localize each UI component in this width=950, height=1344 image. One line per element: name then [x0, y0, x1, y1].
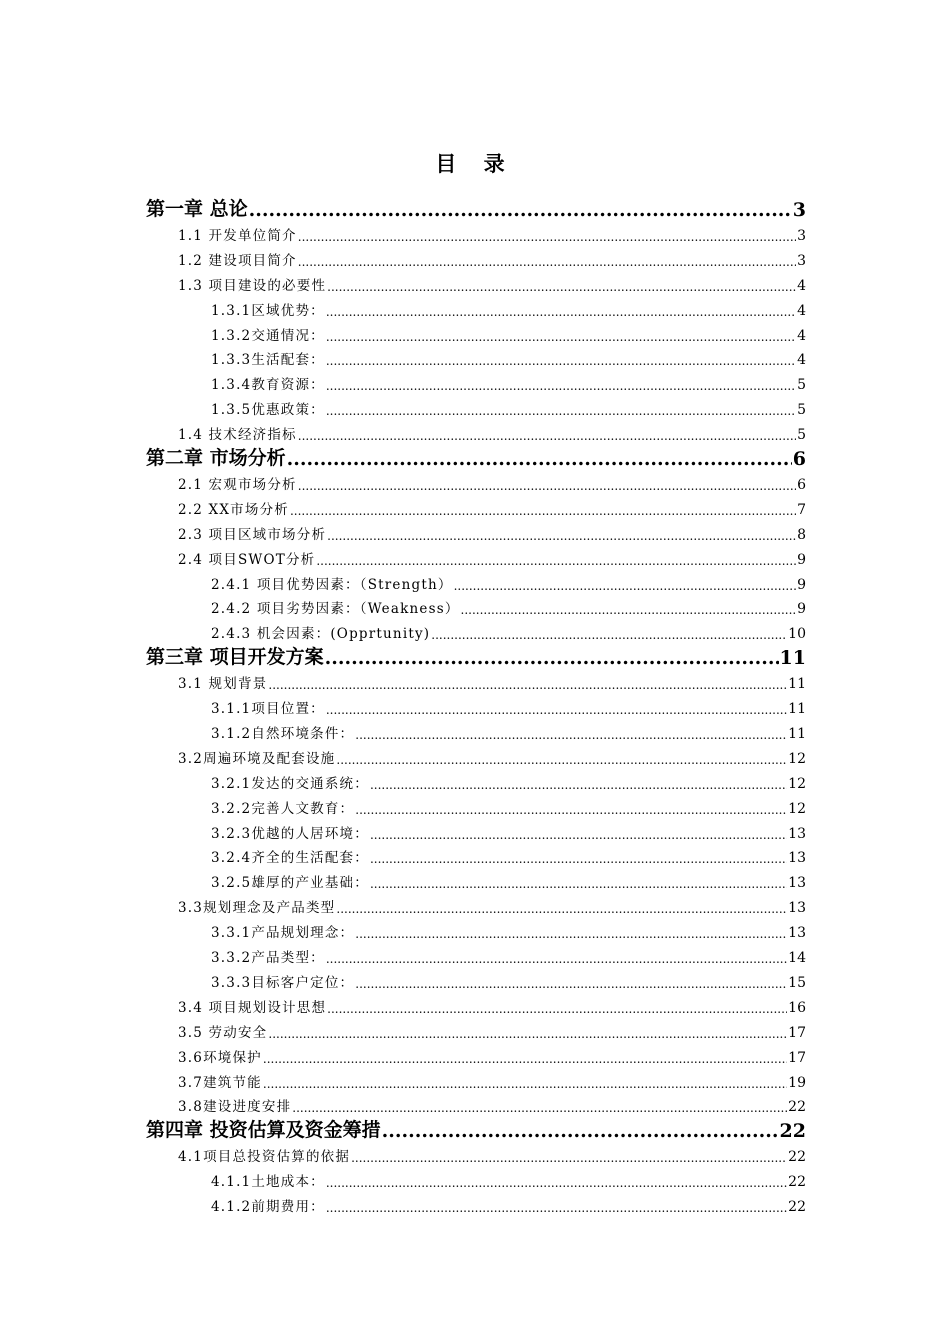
- toc-section-entry[interactable]: [211, 971, 806, 991]
- toc-page-number: 13: [788, 900, 806, 917]
- toc-dot-leader: [382, 1120, 779, 1142]
- toc-entry-label: 2.2 XX市场分析: [178, 501, 289, 518]
- toc-page-number: 3: [797, 252, 806, 269]
- toc-page-number: 14: [788, 950, 806, 966]
- toc-entry-label: 1.4 技术经济指标: [178, 427, 297, 444]
- toc-section-entry[interactable]: [211, 373, 806, 393]
- toc-section-entry[interactable]: [211, 1195, 806, 1215]
- toc-page-number: 9: [797, 601, 806, 618]
- toc-page-number: 4: [797, 302, 806, 319]
- toc-section-entry[interactable]: [178, 548, 806, 568]
- toc-page-number: 11: [788, 676, 806, 693]
- toc-entry-label: 3.8建设进度安排: [178, 1099, 292, 1116]
- toc-section-entry[interactable]: [211, 722, 806, 742]
- toc-entry-label: 3.2.3优越的人居环境：: [211, 825, 369, 842]
- toc-section-entry[interactable]: [178, 1021, 806, 1041]
- toc-section-entry[interactable]: [211, 1170, 806, 1190]
- toc-section-entry[interactable]: [211, 573, 806, 593]
- toc-entry-label: 1.3.3生活配套：: [211, 352, 325, 369]
- toc-entry-label: 2.1 宏观市场分析: [178, 476, 297, 493]
- toc-section-entry[interactable]: [178, 423, 806, 443]
- toc-dot-leader: [287, 448, 792, 470]
- toc-page-number: 8: [797, 526, 806, 543]
- toc-page-number: 9: [797, 551, 806, 568]
- toc-entry-label: 3.1.1项目位置：: [211, 701, 325, 717]
- toc-section-entry[interactable]: [211, 946, 806, 966]
- toc-dot-leader: [326, 404, 796, 418]
- toc-entry-label: 2.3 项目区域市场分析: [178, 526, 327, 543]
- toc-entry-label: 3.6环境保护: [178, 1049, 262, 1066]
- toc-section-entry[interactable]: [178, 996, 806, 1016]
- toc-page-number: 9: [797, 576, 806, 593]
- toc-entry-label: 1.3.4教育资源：: [211, 377, 325, 394]
- toc-page-number: 13: [788, 875, 806, 892]
- toc-section-entry[interactable]: [211, 622, 806, 642]
- toc-entry-label: 4.1.2前期费用：: [211, 1199, 325, 1215]
- toc-chapter-entry[interactable]: [146, 643, 806, 669]
- toc-entry-label: 第四章 投资估算及资金筹措: [146, 1119, 381, 1142]
- toc-entry-label: 第二章 市场分析: [146, 447, 286, 469]
- toc-page-number: 7: [797, 501, 806, 518]
- toc-dot-leader: [326, 1201, 787, 1215]
- toc-section-entry[interactable]: [178, 1071, 806, 1091]
- toc-dot-leader: [263, 1077, 787, 1091]
- toc-section-entry[interactable]: [211, 871, 806, 891]
- toc-dot-leader: [355, 927, 787, 941]
- toc-dot-leader: [327, 1002, 787, 1016]
- toc-dot-leader: [370, 828, 787, 842]
- toc-page-number: 22: [788, 1199, 806, 1215]
- toc-entry-label: 2.4.3 机会因素：(Opprtunity): [211, 626, 431, 643]
- toc-page-number: 11: [779, 647, 806, 670]
- toc-dot-leader: [454, 579, 797, 593]
- toc-dot-leader: [292, 1101, 787, 1115]
- toc-chapter-entry[interactable]: [146, 1116, 806, 1142]
- toc-page-number: 16: [788, 999, 806, 1016]
- toc-entry-label: 3.3.1产品规划理念：: [211, 925, 355, 942]
- toc-section-entry[interactable]: [211, 398, 806, 418]
- toc-page-number: 5: [797, 377, 806, 394]
- toc-dot-leader: [355, 977, 787, 991]
- toc-dot-leader: [263, 1052, 787, 1066]
- toc-section-entry[interactable]: [211, 822, 806, 842]
- toc-section-entry[interactable]: [178, 1145, 806, 1165]
- toc-dot-leader: [298, 429, 796, 443]
- toc-page-number: 17: [788, 1024, 806, 1041]
- toc-entry-label: 第三章 项目开发方案: [146, 646, 324, 669]
- toc-page-number: 5: [797, 427, 806, 444]
- toc-section-entry[interactable]: [178, 1095, 806, 1115]
- toc-dot-leader: [325, 647, 779, 669]
- toc-section-entry[interactable]: [178, 473, 806, 493]
- toc-entry-label: 1.1 开发单位简介: [178, 227, 297, 244]
- toc-page-number: 13: [788, 825, 806, 842]
- toc-entry-label: 3.3规划理念及产品类型: [178, 900, 336, 917]
- toc-page-number: 11: [788, 701, 806, 717]
- toc-page-number: 12: [788, 775, 806, 792]
- toc-dot-leader: [326, 305, 796, 319]
- toc-entry-label: 1.3.2交通情况：: [211, 327, 325, 344]
- toc-entry-label: 2.4.1 项目优势因素：（Strength）: [211, 576, 453, 593]
- toc-page-number: 13: [788, 925, 806, 942]
- toc-section-entry[interactable]: [178, 523, 806, 543]
- toc-dot-leader: [327, 529, 796, 543]
- toc-page-number: 22: [788, 1099, 806, 1116]
- toc-entry-label: 1.3.5优惠政策：: [211, 402, 325, 419]
- toc-section-entry[interactable]: [211, 921, 806, 941]
- toc-section-entry[interactable]: [178, 747, 806, 767]
- toc-page-number: 12: [788, 800, 806, 817]
- toc-dot-leader: [355, 728, 787, 742]
- toc-entry-label: 3.7建筑节能: [178, 1074, 262, 1091]
- toc-section-entry[interactable]: [211, 797, 806, 817]
- toc-page-number: 4: [797, 352, 806, 369]
- toc-dot-leader: [298, 479, 796, 493]
- toc-section-entry[interactable]: [178, 498, 806, 518]
- toc-section-entry[interactable]: [211, 597, 806, 617]
- toc-chapter-entry[interactable]: [146, 195, 806, 221]
- toc-entry-label: 3.5 劳动安全: [178, 1024, 268, 1041]
- toc-page-number: 5: [797, 402, 806, 419]
- toc-section-entry[interactable]: [178, 274, 806, 294]
- toc-dot-leader: [336, 753, 787, 767]
- toc-entry-label: 第一章 总论: [146, 198, 248, 220]
- toc-dot-leader: [370, 877, 787, 891]
- toc-entry-label: 3.2.2完善人文教育：: [211, 800, 355, 817]
- toc-entry-label: 3.1 规划背景: [178, 676, 268, 693]
- toc-page-number: 3: [792, 199, 806, 221]
- toc-dot-leader: [326, 330, 796, 344]
- toc-dot-leader: [351, 1151, 787, 1165]
- toc-section-entry[interactable]: [211, 697, 806, 717]
- toc-entry-label: 1.2 建设项目简介: [178, 252, 297, 269]
- toc-page-number: 11: [788, 725, 806, 742]
- toc-dot-leader: [431, 628, 787, 642]
- toc-entry-label: 3.1.2自然环境条件：: [211, 725, 355, 742]
- toc-page-number: 22: [788, 1149, 806, 1166]
- toc-section-entry[interactable]: [178, 672, 806, 692]
- toc-section-entry[interactable]: [178, 1046, 806, 1066]
- toc-dot-leader: [249, 199, 792, 221]
- toc-dot-leader: [268, 678, 787, 692]
- toc-entry-label: 1.3 项目建设的必要性: [178, 277, 327, 294]
- toc-page-number: 22: [788, 1174, 806, 1191]
- toc-entry-label: 3.3.2产品类型：: [211, 950, 325, 966]
- page-title: 目 录: [435, 151, 515, 176]
- toc-section-entry[interactable]: [211, 324, 806, 344]
- toc-page-number: 13: [788, 850, 806, 867]
- toc-entry-label: 3.2.1发达的交通系统：: [211, 775, 369, 792]
- toc-dot-leader: [326, 952, 787, 966]
- toc-section-entry[interactable]: [178, 249, 806, 269]
- toc-dot-leader: [326, 379, 796, 393]
- toc-dot-leader: [268, 1027, 787, 1041]
- toc-section-entry[interactable]: [178, 896, 806, 916]
- toc-page-number: 22: [779, 1120, 806, 1143]
- toc-dot-leader: [327, 280, 796, 294]
- toc-dot-leader: [298, 255, 796, 269]
- toc-entry-label: 3.2.5雄厚的产业基础：: [211, 875, 369, 892]
- toc-dot-leader: [316, 554, 796, 568]
- toc-entry-label: 3.2.4齐全的生活配套：: [211, 850, 369, 867]
- toc-entry-label: 2.4.2 项目劣势因素：（Weakness）: [211, 601, 460, 618]
- toc-entry-label: 1.3.1区域优势：: [211, 302, 325, 319]
- toc-section-entry[interactable]: [211, 348, 806, 368]
- toc-dot-leader: [298, 230, 796, 244]
- toc-dot-leader: [355, 803, 787, 817]
- toc-entry-label: 3.3.3目标客户定位：: [211, 974, 355, 991]
- toc-entry-label: 3.2周遍环境及配套设施: [178, 750, 336, 767]
- toc-entry-label: 2.4 项目SWOT分析: [178, 551, 316, 568]
- toc-dot-leader: [370, 852, 787, 866]
- toc-page-number: 12: [788, 750, 806, 767]
- toc-page-number: 15: [788, 974, 806, 991]
- toc-dot-leader: [370, 778, 787, 792]
- toc-entry-label: 4.1.1土地成本：: [211, 1174, 325, 1191]
- toc-dot-leader: [336, 902, 787, 916]
- toc-page-number: 6: [797, 476, 806, 493]
- toc-page-number: 6: [792, 448, 806, 470]
- toc-chapter-entry[interactable]: [146, 444, 806, 470]
- toc-page-number: 19: [788, 1074, 806, 1091]
- toc-dot-leader: [326, 354, 796, 368]
- toc-dot-leader: [290, 504, 796, 518]
- toc-section-entry[interactable]: [211, 299, 806, 319]
- toc-dot-leader: [326, 1176, 787, 1190]
- toc-entry-label: 3.4 项目规划设计思想: [178, 999, 327, 1016]
- toc-section-entry[interactable]: [211, 772, 806, 792]
- toc-page-number: 4: [797, 277, 806, 294]
- toc-dot-leader: [461, 603, 797, 617]
- toc-page-number: 17: [788, 1049, 806, 1066]
- toc-entry-label: 4.1项目总投资估算的依据: [178, 1149, 351, 1166]
- toc-page-number: 3: [797, 227, 806, 244]
- toc-page-number: 4: [797, 327, 806, 344]
- toc-page-number: 10: [788, 626, 806, 643]
- toc-dot-leader: [326, 703, 787, 717]
- toc-section-entry[interactable]: [211, 846, 806, 866]
- toc-section-entry[interactable]: [178, 224, 806, 244]
